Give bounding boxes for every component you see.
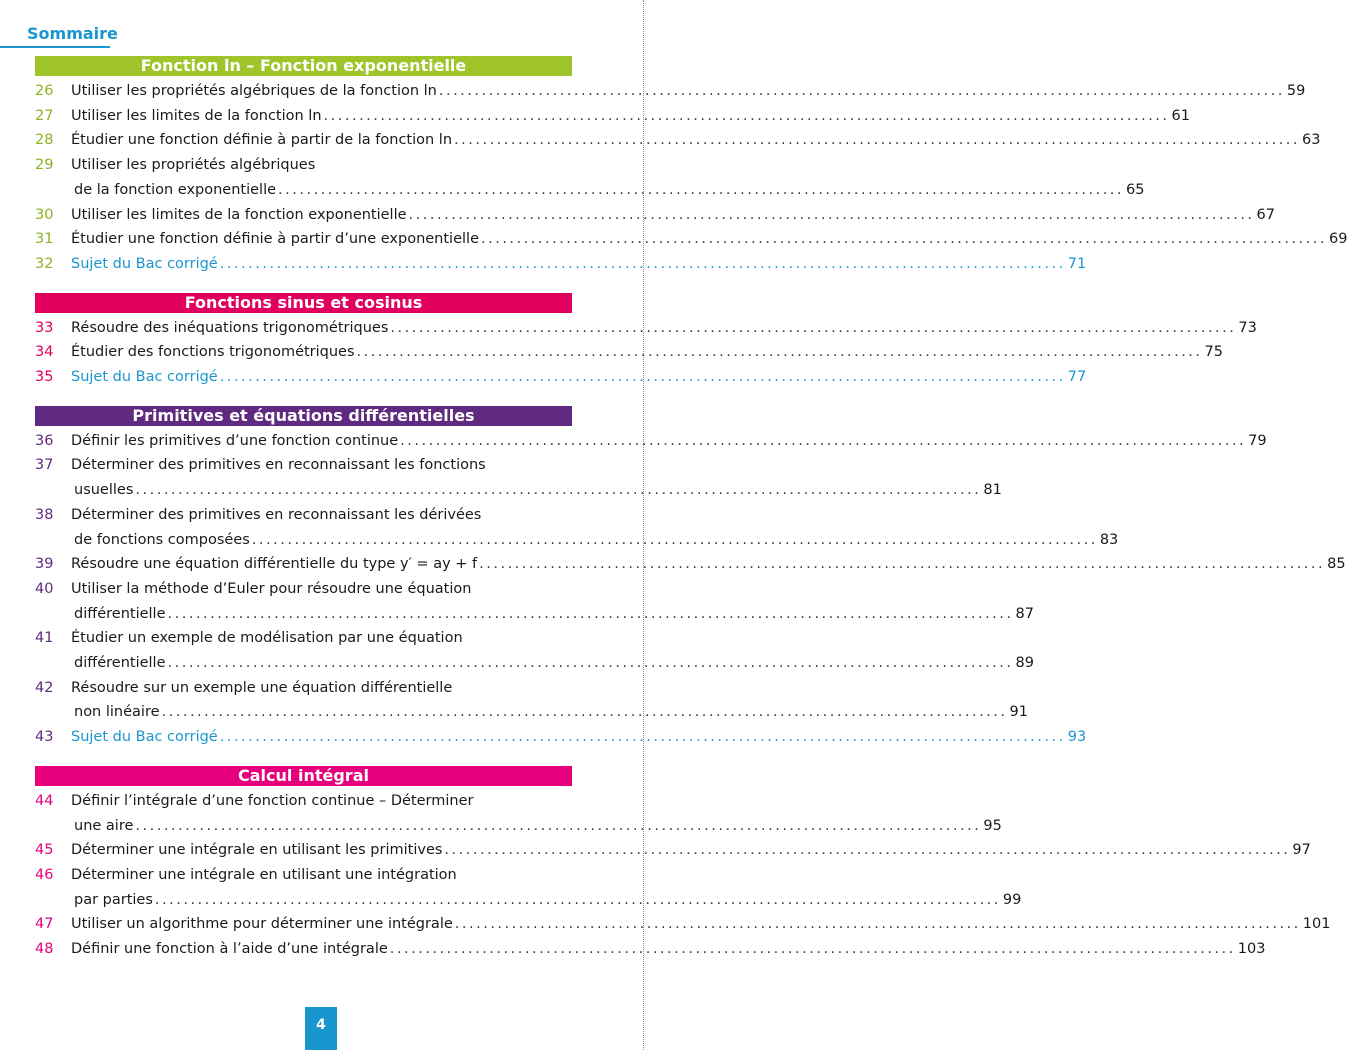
entry-number: 45 xyxy=(35,842,54,859)
toc-entry[interactable] xyxy=(35,626,1034,675)
page-number: 103 xyxy=(1237,941,1266,958)
page-number: 69 xyxy=(1329,231,1347,248)
entry-title: Utiliser la méthode d’Euler pour résoudre une équation xyxy=(71,580,472,597)
entry-title: Déterminer des primitives en reconnaissant les dérivées xyxy=(71,506,482,523)
toc-entry[interactable] xyxy=(35,316,1257,341)
toc-entry[interactable] xyxy=(35,104,1190,129)
entry-number: 37 xyxy=(35,457,54,474)
toc-entry[interactable] xyxy=(35,725,1087,750)
entry-number: 46 xyxy=(35,866,54,883)
toc-entry[interactable] xyxy=(35,453,1002,502)
toc-entry[interactable] xyxy=(35,227,1347,252)
toc-entry[interactable] xyxy=(35,552,1346,577)
entry-number: 28 xyxy=(35,132,54,149)
toc-entry[interactable] xyxy=(35,937,1266,962)
entry-title: Utiliser les limites de la fonction exponentielle xyxy=(71,206,407,223)
entry-number: 32 xyxy=(35,255,54,272)
entry-title: une aire xyxy=(74,817,134,834)
page-number: 95 xyxy=(983,817,1002,834)
entry-title: Étudier un exemple de modélisation par une équation xyxy=(71,630,463,647)
entry-title: Déterminer une intégrale en utilisant les primitives xyxy=(71,842,443,859)
dot-leader: ....................................................................................................................... xyxy=(161,704,1008,721)
entry-title: Définir les primitives d’une fonction continue xyxy=(71,432,399,449)
entry-title: Déterminer une intégrale en utilisant une intégration xyxy=(71,866,457,883)
entry-number: 42 xyxy=(35,679,54,696)
entry-number: 43 xyxy=(35,729,54,746)
entry-title: Sujet du Bac corrigé xyxy=(71,255,218,272)
page-number: 65 xyxy=(1126,181,1145,198)
entry-number: 38 xyxy=(35,506,54,523)
dot-leader: ....................................................................................................................... xyxy=(479,556,1326,573)
dot-leader: ....................................................................................................................... xyxy=(438,83,1285,99)
entry-number: 48 xyxy=(35,941,54,958)
entry-number: 47 xyxy=(35,916,54,933)
toc-entry[interactable] xyxy=(35,789,1002,838)
page-number: 99 xyxy=(1002,891,1022,908)
dot-leader: ....................................................................................................................... xyxy=(219,729,1066,746)
dot-leader: ....................................................................................................................... xyxy=(167,605,1014,622)
entry-title: Résoudre des inéquations trigonométriques xyxy=(71,319,389,336)
section-header: Fonction ln – Fonction exponentielle xyxy=(35,56,572,76)
toc-entry[interactable] xyxy=(35,340,1223,365)
entry-title: différentielle xyxy=(74,655,166,672)
page-title: Sommaire xyxy=(27,24,118,43)
dot-leader: ....................................................................................................................... xyxy=(389,941,1236,958)
entry-number: 26 xyxy=(35,83,54,99)
page-number: 81 xyxy=(983,482,1002,499)
entry-number: 34 xyxy=(35,344,54,361)
toc-entry[interactable] xyxy=(35,863,1022,912)
page-number: 59 xyxy=(1286,83,1306,99)
toc-entry[interactable] xyxy=(35,429,1267,454)
dot-leader: ....................................................................................................................... xyxy=(251,531,1098,548)
table-of-contents xyxy=(35,56,1347,962)
dot-leader: ....................................................................................................................... xyxy=(481,231,1327,248)
section-header: Fonctions sinus et cosinus xyxy=(35,293,572,313)
entry-title: Sujet du Bac corrigé xyxy=(71,369,218,386)
page-number: 101 xyxy=(1302,916,1331,933)
entry-title: Définir une fonction à l’aide d’une intégrale xyxy=(71,941,388,958)
entry-title: Utiliser un algorithme pour déterminer une intégrale xyxy=(71,916,453,933)
entry-title: Résoudre une équation différentielle du type y′ = ay + f xyxy=(71,556,478,573)
entry-number: 36 xyxy=(35,432,54,449)
toc-entry[interactable] xyxy=(35,203,1275,228)
toc-entry[interactable] xyxy=(35,365,1087,390)
page-number: 61 xyxy=(1171,107,1190,124)
page-number: 75 xyxy=(1204,344,1223,361)
entry-number: 33 xyxy=(35,319,54,336)
page-number: 71 xyxy=(1067,255,1087,272)
entry-title: Définir l’intégrale d’une fonction continue – Déterminer xyxy=(71,792,474,809)
entry-title: usuelles xyxy=(74,482,134,499)
entry-title: Utiliser les propriétés algébriques xyxy=(71,157,316,174)
toc-entry[interactable] xyxy=(35,838,1311,863)
toc-entry[interactable] xyxy=(35,676,1028,725)
toc-section xyxy=(35,292,1257,390)
dot-leader: ....................................................................................................................... xyxy=(390,319,1237,336)
dot-leader: ....................................................................................................................... xyxy=(400,432,1247,449)
page-number: 73 xyxy=(1238,319,1257,336)
entry-title: Déterminer des primitives en reconnaissant les fonctions xyxy=(71,457,486,474)
toc-entry[interactable] xyxy=(35,503,1119,552)
dot-leader: ....................................................................................................................... xyxy=(219,369,1066,386)
entry-title: Étudier une fonction définie à partir d’une exponentielle xyxy=(71,231,479,248)
entry-title: de fonctions composées xyxy=(74,531,250,548)
section-header: Calcul intégral xyxy=(35,766,572,786)
entry-title: Étudier des fonctions trigonométriques xyxy=(71,344,355,361)
dot-leader: ....................................................................................................................... xyxy=(154,891,1001,908)
dot-leader: ....................................................................................................................... xyxy=(167,655,1014,672)
entry-number: 44 xyxy=(35,792,54,809)
entry-number: 40 xyxy=(35,580,54,597)
entry-number: 35 xyxy=(35,369,54,386)
toc-entry[interactable] xyxy=(35,128,1321,153)
page-number: 89 xyxy=(1015,655,1034,672)
page-number-tab: 4 xyxy=(305,1007,337,1050)
page-number: 77 xyxy=(1067,369,1087,386)
dot-leader: ....................................................................................................................... xyxy=(323,107,1170,124)
dot-leader: ....................................................................................................................... xyxy=(408,206,1255,223)
dot-leader: ....................................................................................................................... xyxy=(444,842,1291,859)
dot-leader: ....................................................................................................................... xyxy=(454,916,1301,933)
dot-leader: ....................................................................................................................... xyxy=(278,181,1125,198)
page-number: 97 xyxy=(1292,842,1311,859)
toc-section xyxy=(35,405,1346,750)
page-number: 85 xyxy=(1327,556,1346,573)
entry-number: 27 xyxy=(35,107,54,124)
entry-title: différentielle xyxy=(74,605,166,622)
toc-entry[interactable] xyxy=(35,912,1331,937)
dot-leader: ....................................................................................................................... xyxy=(219,255,1066,272)
dot-leader: ....................................................................................................................... xyxy=(135,817,982,834)
entry-number: 41 xyxy=(35,630,54,647)
entry-title: Résoudre sur un exemple une équation différentielle xyxy=(71,679,453,696)
toc-entry[interactable] xyxy=(35,79,1306,104)
entry-number: 30 xyxy=(35,206,54,223)
page-number: 93 xyxy=(1067,729,1087,746)
entry-title: Utiliser les limites de la fonction ln xyxy=(71,107,322,124)
dot-leader: ....................................................................................................................... xyxy=(356,344,1203,361)
entry-title: par parties xyxy=(74,891,153,908)
entry-number: 39 xyxy=(35,556,54,573)
toc-section xyxy=(35,765,1331,962)
toc-entry[interactable] xyxy=(35,153,1145,202)
page-number: 83 xyxy=(1099,531,1119,548)
section-header: Primitives et équations différentielles xyxy=(35,406,572,426)
page-number: 87 xyxy=(1015,605,1034,622)
toc-entry[interactable] xyxy=(35,577,1034,626)
dot-leader: ....................................................................................................................... xyxy=(135,482,982,499)
page-number: 63 xyxy=(1302,132,1321,149)
entry-title: non linéaire xyxy=(74,704,160,721)
page-number: 79 xyxy=(1248,432,1267,449)
toc-section xyxy=(35,56,1347,277)
entry-number: 31 xyxy=(35,231,54,248)
entry-title: de la fonction exponentielle xyxy=(74,181,277,198)
header-underline xyxy=(0,46,110,48)
page-number: 91 xyxy=(1009,704,1028,721)
toc-entry[interactable] xyxy=(35,252,1087,277)
entry-title: Utiliser les propriétés algébriques de la fonction ln xyxy=(71,83,437,99)
entry-title: Sujet du Bac corrigé xyxy=(71,729,218,746)
page-number: 67 xyxy=(1256,206,1275,223)
entry-number: 29 xyxy=(35,157,54,174)
dot-leader: ....................................................................................................................... xyxy=(454,132,1301,149)
entry-title: Étudier une fonction définie à partir de la fonction ln xyxy=(71,132,453,149)
